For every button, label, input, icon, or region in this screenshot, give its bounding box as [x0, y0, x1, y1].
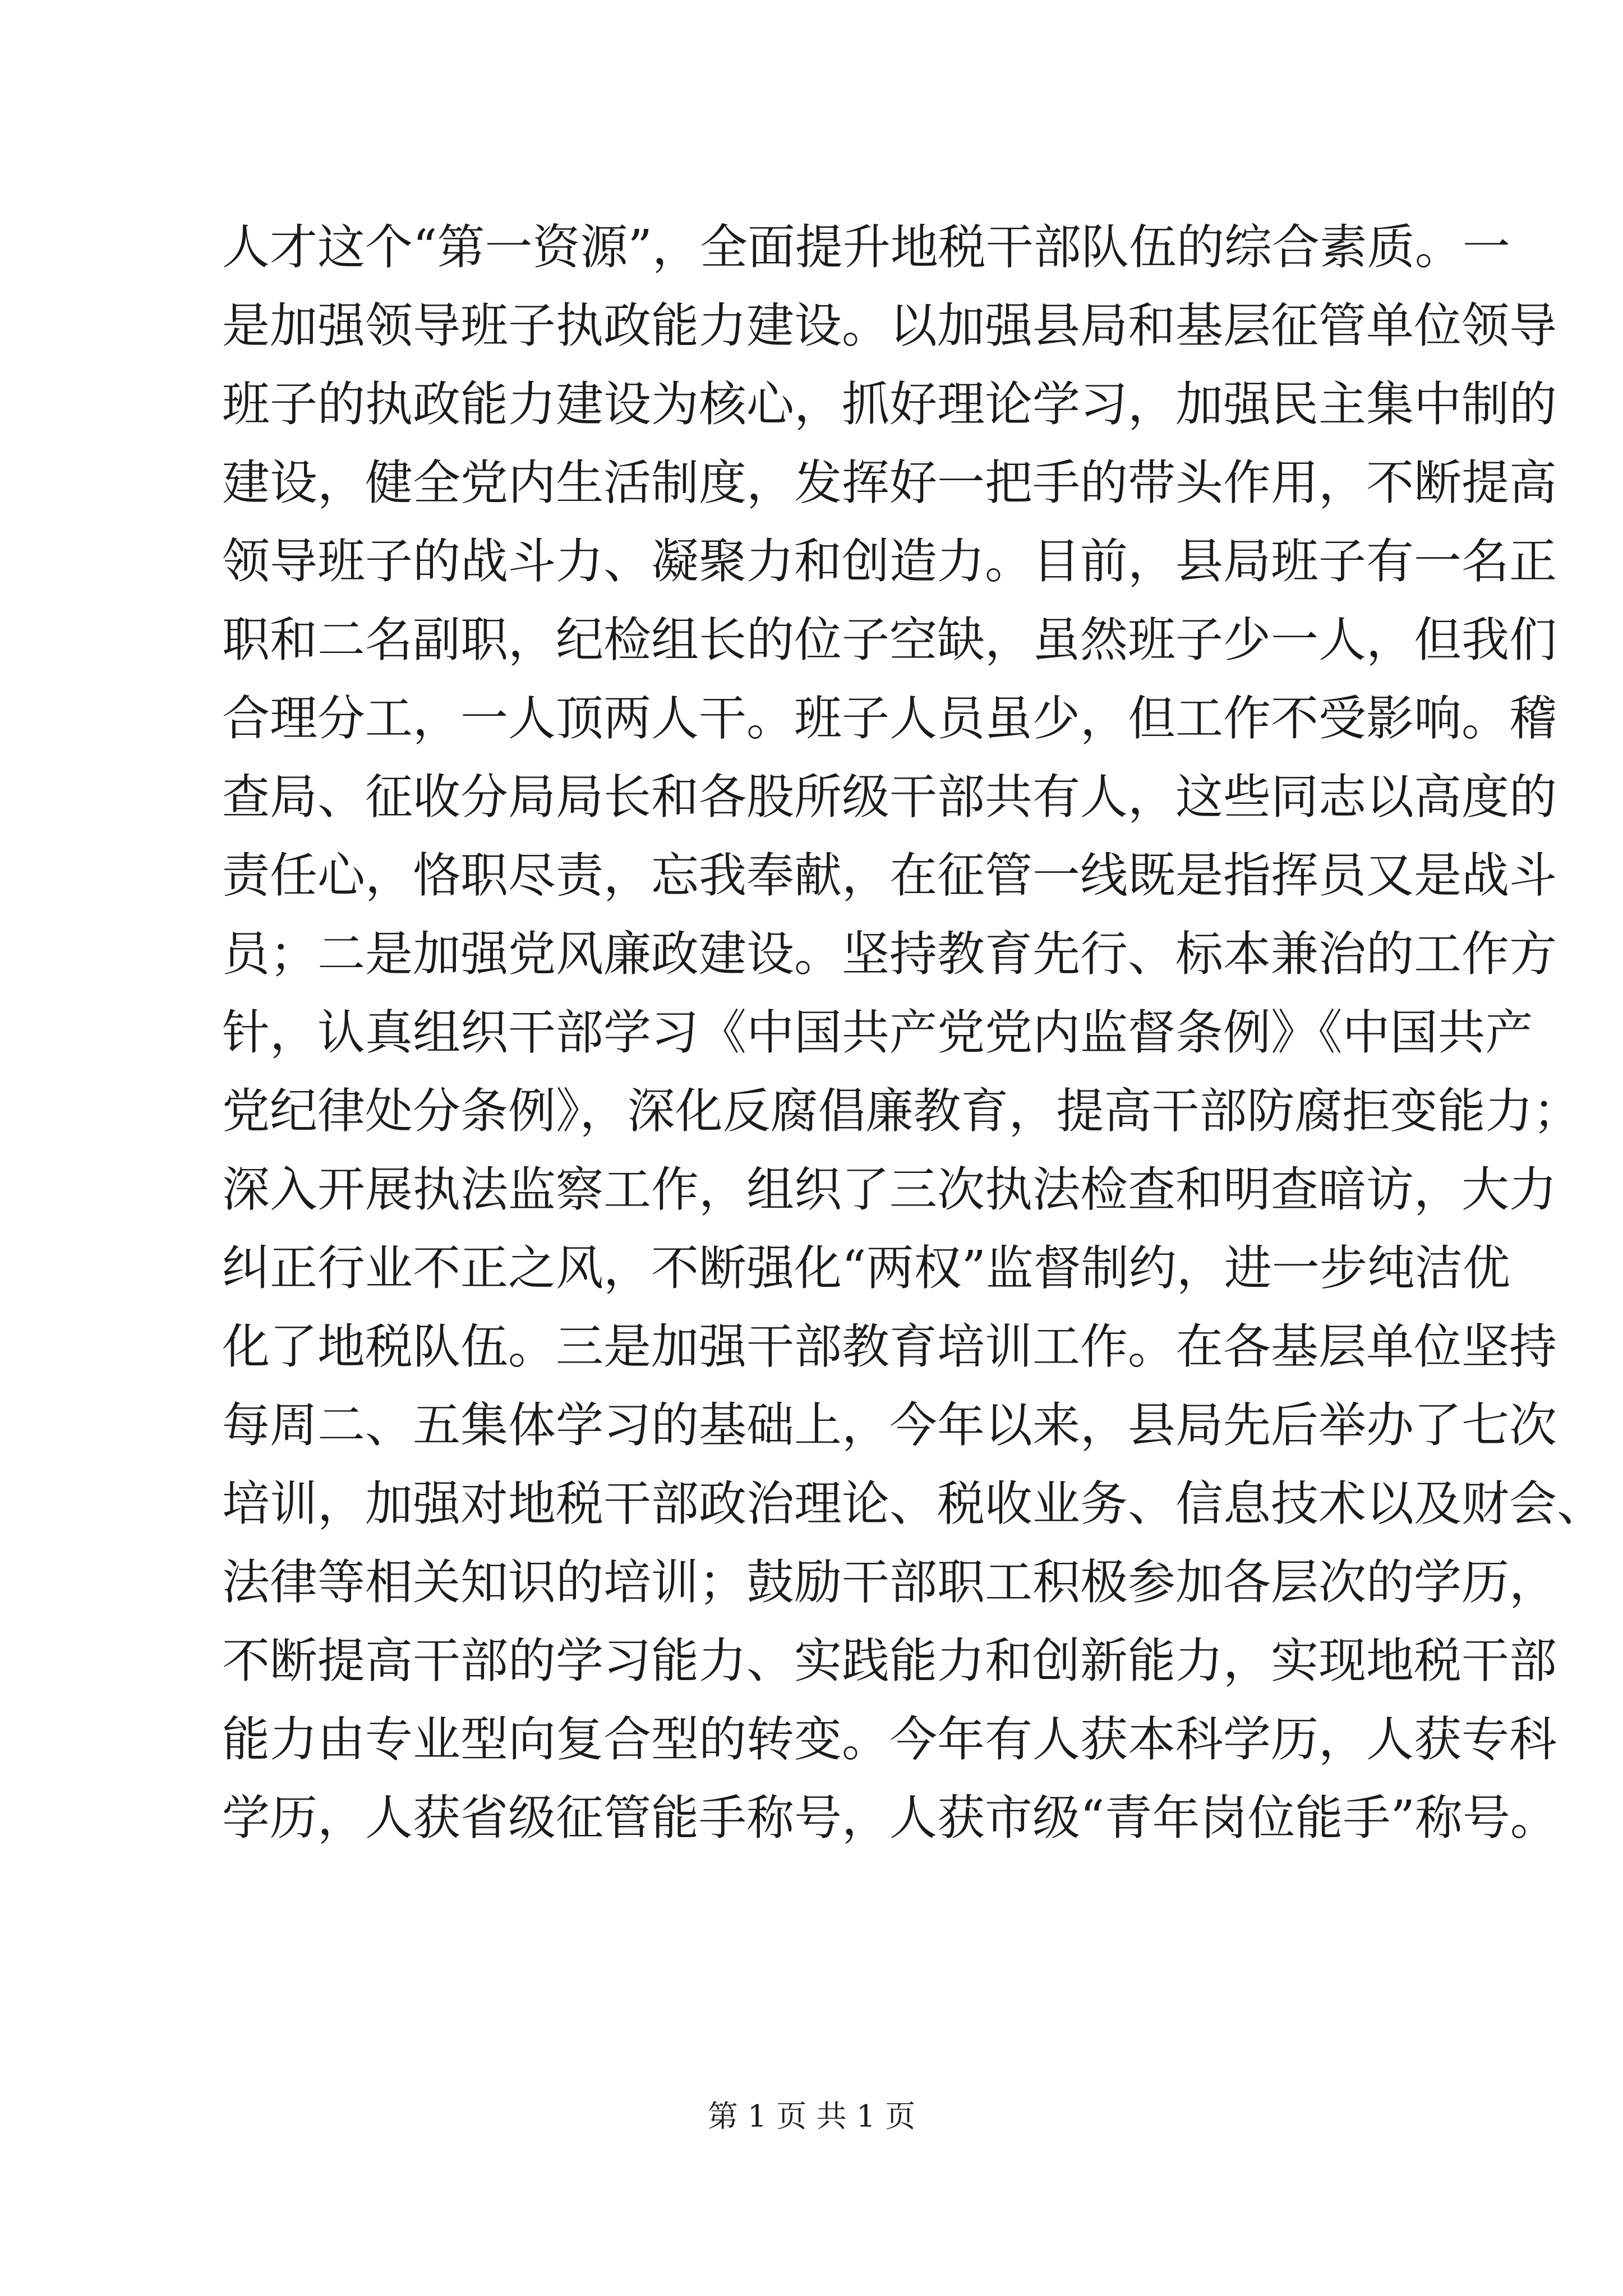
text-line-12: 党纪律处分条例》，深化反腐倡廉教育，提高干部防腐拒变能力；	[222, 1084, 1581, 1139]
text-line-6: 职和二名副职，纪检组长的位子空缺，虽然班子少一人，但我们	[222, 613, 1557, 668]
text-line-2: 是加强领导班子执政能力建设。以加强县局和基层征管单位领导	[222, 298, 1557, 354]
text-line-21: 学历，人获省级征管能手称号，人获市级“青年岗位能手”称号。	[222, 1791, 1558, 1846]
text-line-14: 纠正行业不正之风，不断强化“两权”监督制约，进一步纯洁优	[222, 1241, 1510, 1296]
text-line-18: 法律等相关知识的培训；鼓励干部职工积极参加各层次的学历，	[222, 1555, 1557, 1611]
page-footer	[0, 2091, 1623, 2142]
text-line-3: 班子的执政能力建设为核心，抓好理论学习，加强民主集中制的	[222, 377, 1557, 432]
text-line-5: 领导班子的战斗力、凝聚力和创造力。目前，县局班子有一名正	[222, 534, 1557, 590]
text-line-1: 人才这个“第一资源”，全面提升地税干部队伍的综合素质。一	[222, 220, 1510, 275]
text-line-8: 查局、征收分局局长和各股所级干部共有人，这些同志以高度的	[222, 770, 1557, 825]
text-line-19: 不断提高干部的学习能力、实践能力和创新能力，实现地税干部	[222, 1634, 1557, 1689]
text-line-15: 化了地税队伍。三是加强干部教育培训工作。在各基层单位坚持	[222, 1319, 1557, 1375]
text-line-7: 合理分工，一人顶两人干。班子人员虽少，但工作不受影响。稽	[222, 691, 1557, 747]
text-line-9: 责任心，恪职尽责，忘我奉献，在征管一线既是指挥员又是战斗	[222, 848, 1557, 904]
text-line-17: 培训，加强对地税干部政治理论、税收业务、信息技术以及财会、	[222, 1476, 1605, 1532]
text-line-10: 员；二是加强党风廉政建设。坚持教育先行、标本兼治的工作方	[222, 927, 1557, 982]
text-line-16: 每周二、五集体学习的基础上，今年以来，县局先后举办了七次	[222, 1398, 1557, 1453]
page-number-label: 第 1 页 共 1 页	[707, 2099, 916, 2134]
text-line-20: 能力由专业型向复合型的转变。今年有人获本科学历，人获专科	[222, 1712, 1557, 1768]
body-paragraph	[222, 209, 1605, 1858]
text-line-4: 建设，健全党内生活制度，发挥好一把手的带头作用，不断提高	[222, 455, 1557, 511]
text-line-11: 针，认真组织干部学习《中国共产党党内监督条例》《中国共产	[222, 1005, 1533, 1061]
text-line-13: 深入开展执法监察工作，组织了三次执法检查和明查暗访，大力	[222, 1162, 1557, 1218]
